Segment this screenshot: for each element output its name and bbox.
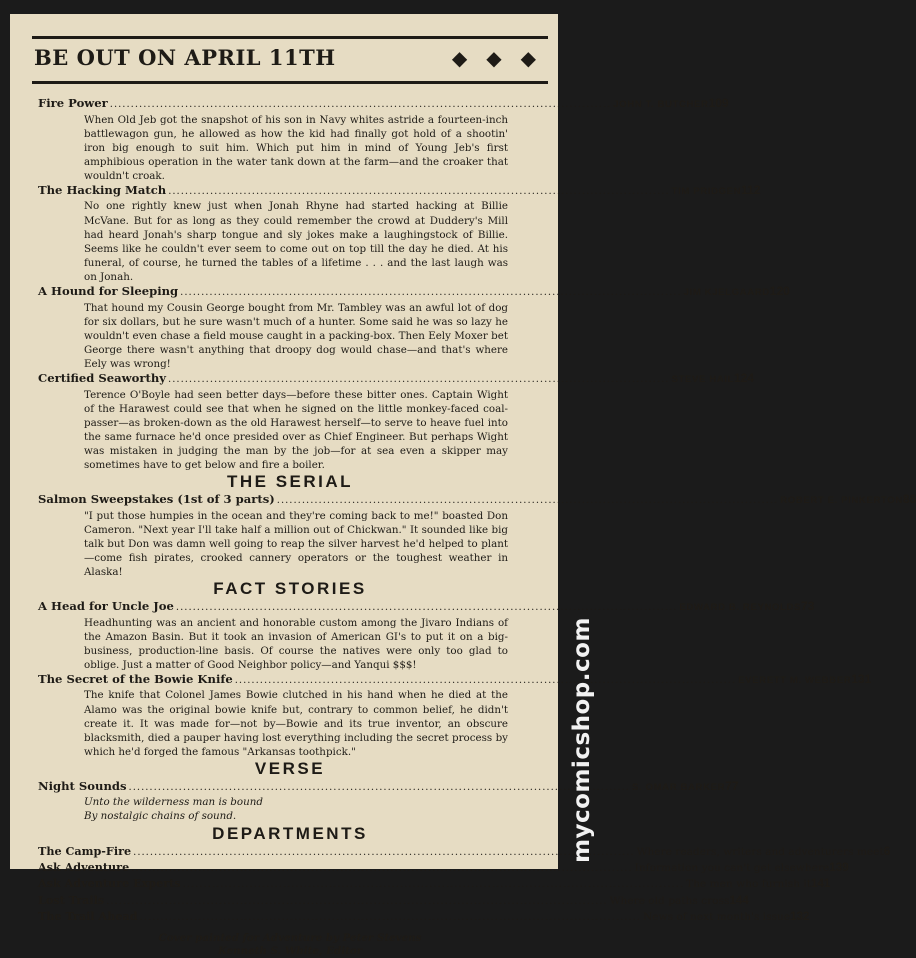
banner-title: BE OUT ON APRIL 11TH — [34, 45, 336, 70]
department-title: The Camp-Fire — [38, 843, 132, 858]
leader-dots: ........................................................................................................................ — [131, 862, 633, 874]
leader-dots: ........................................................................................................................ — [128, 781, 630, 793]
department-description: Where readers, writers and adventurers meet — [636, 845, 884, 858]
leader-dots: ........................................................................................................................ — [168, 185, 670, 197]
story-description: That hound my Cousin George bought from Mr. Tambley was an awful lot of dog for six dollars, but he sure wasn't much of a hunter. Some said he was so lazy he wouldn't even chase a field mouse caught in a packing-box. Then Eely Moxer bet George there wasn't anything that droopy dog would chase—and that's where Eely was wrong! — [84, 301, 508, 370]
verse-line: Unto the wilderness man is bound — [84, 796, 263, 809]
department-description: The men who furnish it — [686, 878, 812, 891]
department-page: 141 — [811, 877, 831, 891]
diamond-ornaments: ◆ ◆ ◆ — [451, 46, 542, 70]
watermark-text: mycomicshop.com — [569, 617, 595, 863]
story-author: JOHN T. BUTCHER — [613, 99, 709, 110]
story-description: No one rightly knew just when Jonah Rhyne had started hacking at Billie McVane. But for as long as they could remember the crowd at Duddery's Mill had heard Jonah's sharp tongue and sly jokes make a laughingstock of Billie. Seems like he couldn't ever seem to come out on top till the day he died. At his funeral, of course, he turned the tables of a lifetime . . . and the last laugh was on Jonah. — [84, 200, 508, 283]
cover-credit: Cover painted for Adventure by Peter Stevens — [158, 931, 422, 944]
department-title: The Trail Ahead — [38, 909, 138, 924]
serial-entry — [38, 492, 916, 579]
serial-description: "I put those humpies in the ocean and they're coming back to me!" boasted Don Cameron. "Next year I'll take half a million out of Chickwan." It sounded like big talk but Don was damn well going to reap the silver harvest he'd helped to plant—come fish pirates, crooked cannery operators or the toughest weather in Alaska! — [84, 509, 508, 578]
department-row — [38, 859, 849, 876]
department-row — [38, 876, 831, 892]
fact-title: A Head for Uncle Joe — [38, 599, 174, 614]
leader-dots: ........................................................................................................................ — [175, 602, 678, 614]
story-entry — [38, 96, 729, 183]
leader-dots: ........................................................................................................................ — [276, 495, 779, 507]
section-heading-verse: VERSE — [254, 758, 326, 778]
verse-title: Night Sounds — [38, 778, 127, 793]
fact-page: 131 — [851, 671, 872, 686]
story-title: Fire Power — [38, 96, 108, 110]
leader-dots: ........................................................................................................................ — [133, 846, 635, 858]
department-title: Ask Adventure Experts — [38, 876, 181, 891]
leader-dots: ........................................................................................................................ — [106, 895, 608, 907]
section-heading-departments: DEPARTMENTS — [212, 823, 368, 843]
editor-credit: Kenneth S. White, Editor — [217, 944, 363, 957]
department-title: Ask Adventure — [38, 859, 130, 874]
verse-author: S. OMAR BARKER — [631, 781, 726, 793]
story-author: JIM KJELGAARD — [683, 287, 770, 299]
serial-author: ROBERT E. PINKERTON — [780, 495, 903, 507]
department-page: 144 — [729, 893, 749, 907]
department-row — [38, 843, 891, 860]
story-entry — [38, 182, 761, 284]
story-page: 109 — [708, 96, 729, 110]
fact-entry — [38, 671, 872, 759]
leader-dots: ........................................................................................................................ — [139, 912, 641, 924]
verse-line: By nostalgic chains of sound. — [84, 810, 237, 823]
credits — [38, 932, 542, 958]
story-page: 120 — [769, 284, 790, 299]
department-title: Lost Trails — [38, 892, 105, 907]
story-author: TIM PRIDGEN — [671, 185, 742, 197]
release-banner — [32, 36, 548, 84]
leader-dots: ........................................................................................................................ — [168, 374, 670, 385]
story-title: The Hacking Match — [38, 182, 167, 197]
story-author: STEVE HAIL — [671, 374, 734, 385]
story-entry — [38, 371, 755, 472]
verse-page: 77 — [725, 778, 739, 793]
department-description: News of next month's issue — [642, 911, 791, 924]
department-page: 132 — [790, 910, 810, 924]
fact-page: 73 — [801, 599, 815, 614]
story-title: A Hound for Sleeping — [38, 284, 179, 299]
serial-title: Salmon Sweepstakes (1st of 3 parts) — [38, 492, 275, 507]
verse-entry — [38, 778, 739, 824]
department-description: Information you can't get elsewhere — [634, 861, 830, 874]
fact-title: The Secret of the Bowie Knife — [38, 671, 233, 686]
fact-author: EVERETT M. WEBBER — [738, 674, 852, 686]
section-heading-serial: THE SERIAL — [226, 472, 354, 492]
leader-dots: ........................................................................................................................ — [180, 287, 682, 299]
fact-description: Headhunting was an ancient and honorable custom among the Jivaro Indians of the Amazon Basin. But it took an invasion of American GI's to put it on a big-business, production-line basis. Of course the natives were only too glad to oblige. Just a matter of Good Neighbor policy—and Yanqui $$$! — [84, 616, 508, 671]
story-title: Certified Seaworthy — [38, 371, 167, 385]
serial-page: 86 — [902, 492, 916, 507]
department-description: Where old paths cross — [609, 894, 730, 907]
leader-dots: ........................................................................................................................ — [182, 879, 685, 891]
fact-description: The knife that Colonel James Bowie clutched in his hand when he died at the Alamo was the original bowie knife but, contrary to common belief, he didn't create it. It was made for—not by—Bowie and its true inventor, an obscure blacksmith, died a pauper having lost everything including the secret process by which he'd forged the famous "Arkansas toothpick." — [84, 689, 508, 758]
fact-author: EDWARD B. REYNOLDS — [679, 602, 802, 614]
story-entry — [38, 284, 790, 371]
watermark — [560, 600, 600, 879]
story-description: When Old Jeb got the snapshot of his son in Navy whites astride a fourteen-inch battlewagon gun, he allowed as how the kid had finally got hold of a shootin' iron big enough to suit him. Which put him in mind of Young Jeb's first amphibious operation in the water tank down at the farm—and the croaker that wouldn't croak. — [84, 113, 508, 182]
fact-entry — [38, 599, 815, 672]
leader-dots: ........................................................................................................................ — [234, 674, 737, 686]
story-page: 112 — [741, 182, 761, 197]
department-page: 139 — [829, 860, 849, 874]
story-description: Terence O'Boyle had seen better days—before these bitter ones. Captain Wight of the Harawest could see that when he signed on the little monkey-faced coal-passer—as broken-down as the old Harawest herself—to serve to heave fuel into the same furnace he'd once presided over as Chief Engineer. But perhaps Wight was mistaken in judging the man by the job—for at sea even a skipper may sometimes have to get below and fire a boiler. — [84, 388, 508, 471]
leader-dots: ........................................................................................................................ — [109, 99, 612, 110]
story-page: 124 — [734, 371, 755, 385]
department-page: 6 — [883, 844, 891, 858]
department-row — [38, 909, 810, 925]
section-heading-fact-stories: FACT STORIES — [213, 579, 367, 599]
department-row — [38, 892, 749, 909]
